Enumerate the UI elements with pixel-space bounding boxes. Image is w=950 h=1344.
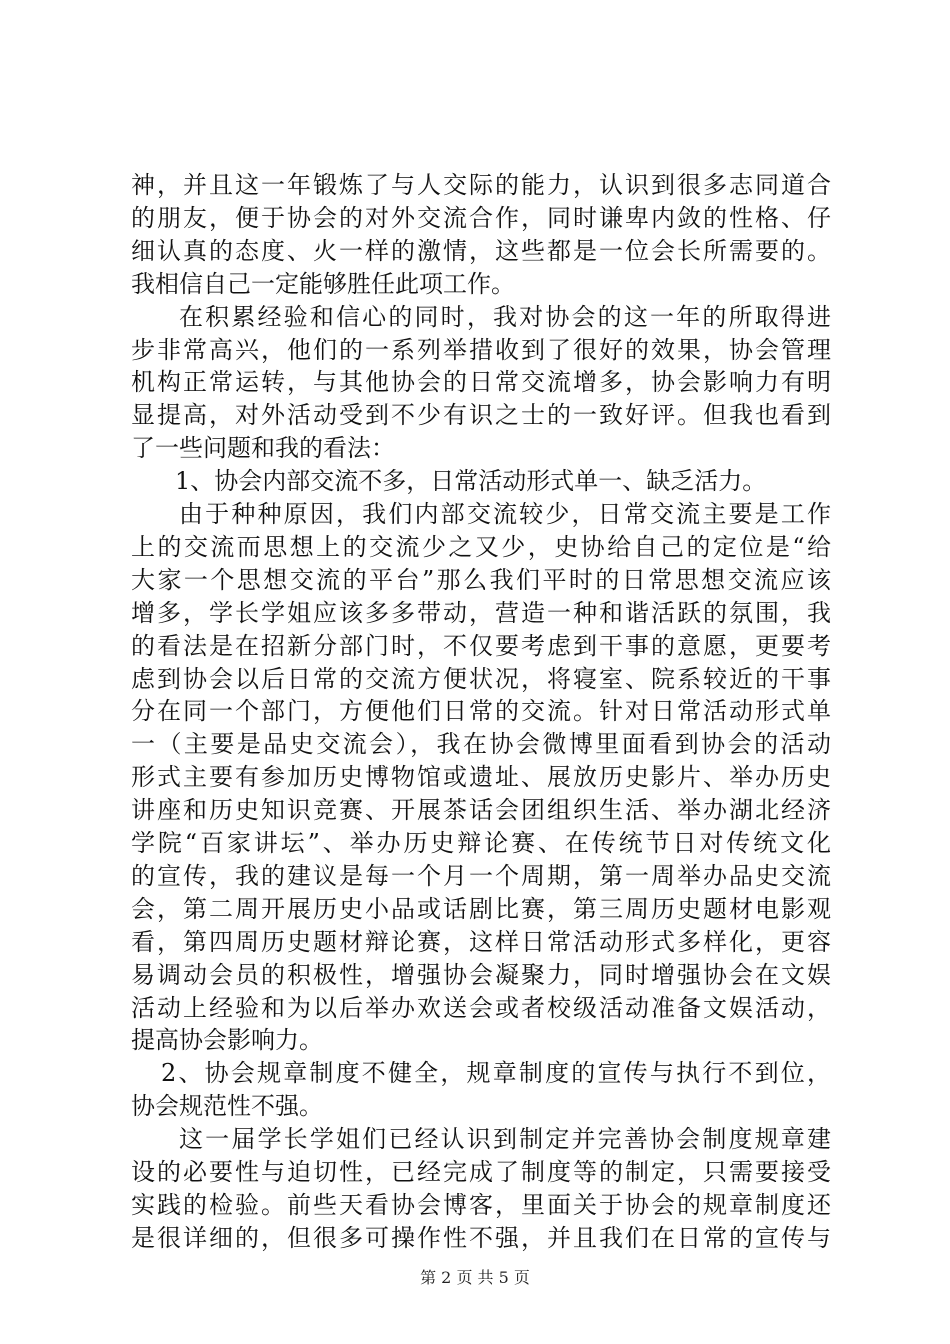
text-line: 上的交流而思想上的交流少之又少，史协给自己的定位是“给 [131,533,831,561]
text-line: 讲座和历史知识竞赛、开展茶话会团组织生活、举办湖北经济 [131,796,831,824]
text-line: 步非常高兴，他们的一系列举措收到了很好的效果，协会管理 [131,336,831,364]
text-line: 增多，学长学姐应该多多带动，营造一种和谐活跃的氛围，我 [131,599,831,627]
text-line: 提高协会影响力。 [131,1026,323,1054]
text-line: 显提高，对外活动受到不少有识之士的一致好评。但我也看到 [131,401,831,429]
text-line: 这一届学长学姐们已经认识到制定并完善协会制度规章建 [179,1125,831,1153]
text-line: 协会规范性不强。 [131,1092,323,1120]
text-line: 会，第二周开展历史小品或话剧比赛，第三周历史题材电影观 [131,895,831,923]
text-line: 由于种种原因，我们内部交流较少，日常交流主要是工作 [179,500,831,528]
text-line: 的看法是在招新分部门时，不仅要考虑到干事的意愿，更要考 [131,632,831,660]
text-line: 细认真的态度、火一样的激情，这些都是一位会长所需要的。 [131,237,831,265]
text-line: 的朋友，便于协会的对外交流合作，同时谦卑内敛的性格、仔 [131,204,831,232]
text-line: 的宣传，我的建议是每一个月一个周期，第一周举办品史交流 [131,862,831,890]
text-line: 机构正常运转，与其他协会的日常交流增多，协会影响力有明 [131,368,831,396]
text-line: 神，并且这一年锻炼了与人交际的能力，认识到很多志同道合 [131,171,831,199]
text-line: 学院“百家讲坛”、举办历史辩论赛、在传统节日对传统文化 [131,829,831,857]
text-line: 大家一个思想交流的平台”那么我们平时的日常思想交流应该 [131,566,831,594]
text-line: 分在同一个部门，方便他们日常的交流。针对日常活动形式单 [131,697,831,725]
text-line: 一（主要是品史交流会），我在协会微博里面看到协会的活动 [131,730,831,758]
text-line: 在积累经验和信心的同时，我对协会的这一年的所取得进 [179,303,831,331]
text-line: 易调动会员的积极性，增强协会凝聚力，同时增强协会在文娱 [131,961,831,989]
text-line: 1、协会内部交流不多，日常活动形式单一、缺乏活力。 [175,467,767,495]
text-line: 虑到协会以后日常的交流方便状况，将寝室、院系较近的干事 [131,665,831,693]
page-footer: 第 2 页 共 5 页 [420,1268,530,1287]
text-line: 看，第四周历史题材辩论赛，这样日常活动形式多样化，更容 [131,928,831,956]
text-line: 我相信自己一定能够胜任此项工作。 [131,270,515,298]
text-line: 2、协会规章制度不健全，规章制度的宣传与执行不到位， [161,1059,831,1087]
text-line: 设的必要性与迫切性，已经完成了制度等的制定，只需要接受 [131,1158,831,1186]
text-line: 活动上经验和为以后举办欢送会或者校级活动准备文娱活动， [131,994,831,1022]
text-line: 了一些问题和我的看法： [131,434,395,462]
text-line: 实践的检验。前些天看协会博客，里面关于协会的规章制度还 [131,1191,831,1219]
text-line: 形式主要有参加历史博物馆或遗址、展放历史影片、举办历史 [131,763,831,791]
text-line: 是很详细的，但很多可操作性不强，并且我们在日常的宣传与 [131,1224,831,1252]
